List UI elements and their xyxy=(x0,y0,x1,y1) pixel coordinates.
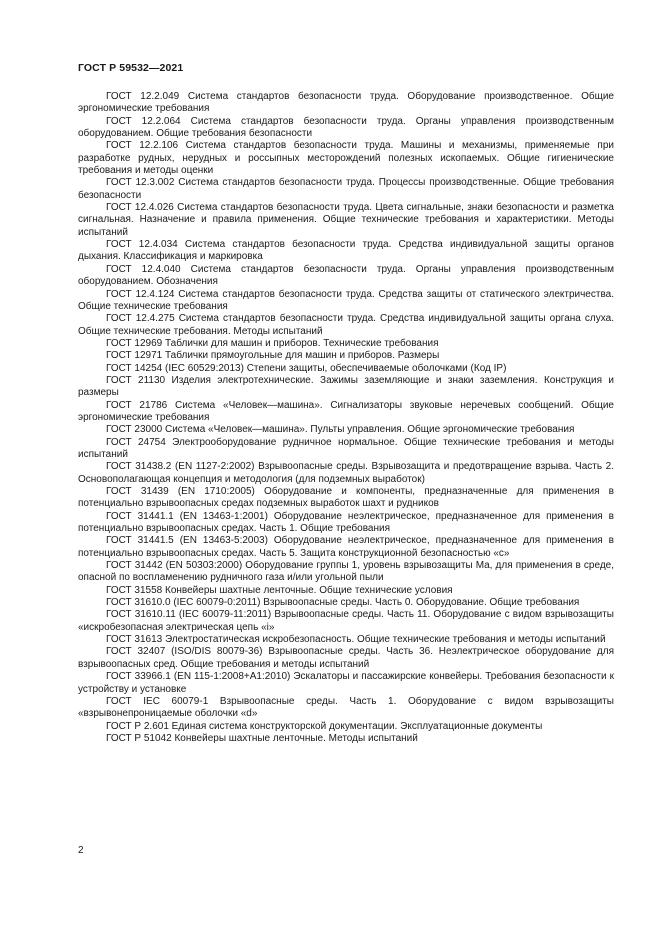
reference-item: ГОСТ 21130 Изделия электротехнические. Зажимы заземляющие и знаки заземления. Конструкция и размеры xyxy=(78,374,614,399)
reference-item: ГОСТ 12.4.026 Система стандартов безопасности труда. Цвета сигнальные, знаки безопасности и разметка сигнальная. Назначение и правила применения. Общие технические требования и характеристики. Методы испытаний xyxy=(78,202,614,238)
reference-item: ГОСТ 31610.0 (IEC 60079-0:2011) Взрывоопасные среды. Часть 0. Оборудование. Общие требования xyxy=(106,597,580,609)
reference-item: ГОСТ 31613 Электростатическая искробезопасность. Общие технические требования и методы испытаний xyxy=(106,634,606,646)
reference-item: ГОСТ 12.2.049 Система стандартов безопасности труда. Оборудование производственное. Общие эргономические требования xyxy=(78,91,614,115)
reference-item: ГОСТ 31441.1 (EN 13463-1:2001) Оборудование неэлектрическое, предназначенное для применения в потенциально взрывоопасных средах. Часть 1. Общие требования xyxy=(78,510,614,535)
reference-item: ГОСТ 24754 Электрооборудование рудничное нормальное. Общие технические требования и методы испытаний xyxy=(78,436,614,460)
reference-item: ГОСТ 31439 (EN 1710:2005) Оборудование и компоненты, предназначенные для применения в потенциально взрывоопасных средах подземных выработок шахт и рудников xyxy=(78,486,614,510)
reference-item: ГОСТ 31558 Конвейеры шахтные ленточные. Общие технические условия xyxy=(106,584,453,596)
reference-item: ГОСТ 12.4.034 Система стандартов безопасности труда. Средства индивидуальной защиты органов дыхания. Классификация и маркировка xyxy=(78,239,614,263)
reference-item: ГОСТ 12.2.106 Система стандартов безопасности труда. Машины и механизмы, применяемые при разработке рудных, нерудных и россыпных месторождений полезных ископаемых. Общие гигиенические требования и методы оценки xyxy=(78,140,614,177)
normative-references-list xyxy=(78,91,614,745)
reference-item: ГОСТ 12.3.002 Система стандартов безопасности труда. Процессы производственные. Общие требования безопасности xyxy=(78,177,614,201)
reference-item: ГОСТ Р 51042 Конвейеры шахтные ленточные. Методы испытаний xyxy=(106,732,418,744)
document-header: ГОСТ Р 59532—2021 xyxy=(78,62,184,74)
reference-item: ГОСТ 21786 Система «Человек—машина». Сигнализаторы звуковые неречевых сообщений. Общие эргономические требования xyxy=(78,399,614,423)
page-number: 2 xyxy=(78,845,84,856)
reference-item: ГОСТ 14254 (IEC 60529:2013) Степени защиты, обеспечиваемые оболочками (Код IP) xyxy=(106,362,507,374)
reference-item: ГОСТ 31438.2 (EN 1127-2:2002) Взрывоопасные среды. Взрывозащита и предотвращение взрыва. Часть 2. Основополагающая концепция и методология (для подземных выработок) xyxy=(78,461,614,485)
reference-item: ГОСТ 12.2.064 Система стандартов безопасности труда. Органы управления производственным оборудованием. Общие требования безопасности xyxy=(78,115,614,140)
reference-item: ГОСТ 12969 Таблички для машин и приборов. Технические требования xyxy=(106,337,439,349)
reference-item: ГОСТ 32407 (ISO/DIS 80079-36) Взрывоопасные среды. Часть 36. Неэлектрическое оборудование для взрывоопасных сред. Общие требования и методы испытаний xyxy=(78,646,614,670)
reference-item: ГОСТ 31441.5 (EN 13463-5:2003) Оборудование неэлектрическое, предназначенное для применения в потенциально взрывоопасных средах. Часть 5. Защита конструкционной безопасностью «c» xyxy=(78,535,614,559)
reference-item: ГОСТ 31610.11 (IEC 60079-11:2011) Взрывоопасные среды. Часть 11. Оборудование с видом взрывозащиты «искробезопасная электрическая цепь «i» xyxy=(78,609,614,633)
reference-item: ГОСТ 12.4.040 Система стандартов безопасности труда. Органы управления производственным оборудованием. Обозначения xyxy=(78,263,614,288)
reference-item: ГОСТ IEC 60079-1 Взрывоопасные среды. Часть 1. Оборудование с видом взрывозащиты «взрывонепроницаемые оболочки «d» xyxy=(78,695,614,720)
reference-item: ГОСТ 12.4.124 Система стандартов безопасности труда. Средства защиты от статического электричества. Общие технические требования xyxy=(78,288,614,312)
reference-item: ГОСТ 12.4.275 Система стандартов безопасности труда. Средства индивидуальной защиты органа слуха. Общие технические требования. Методы испытаний xyxy=(78,313,614,337)
reference-item: ГОСТ 23000 Система «Человек—машина». Пульты управления. Общие эргономические требования xyxy=(106,424,575,436)
reference-item: ГОСТ 33966.1 (EN 115-1:2008+A1:2010) Эскалаторы и пассажирские конвейеры. Требования безопасности к устройству и установке xyxy=(78,671,614,695)
reference-item: ГОСТ 31442 (EN 50303:2000) Оборудование группы 1, уровень взрывозащиты Ma, для применения в среде, опасной по воспламенению рудничного газа и/или угольной пыли xyxy=(78,560,614,584)
reference-item: ГОСТ Р 2.601 Единая система конструкторской документации. Эксплуатационные документы xyxy=(106,720,543,732)
reference-item: ГОСТ 12971 Таблички прямоугольные для машин и приборов. Размеры xyxy=(106,350,440,362)
